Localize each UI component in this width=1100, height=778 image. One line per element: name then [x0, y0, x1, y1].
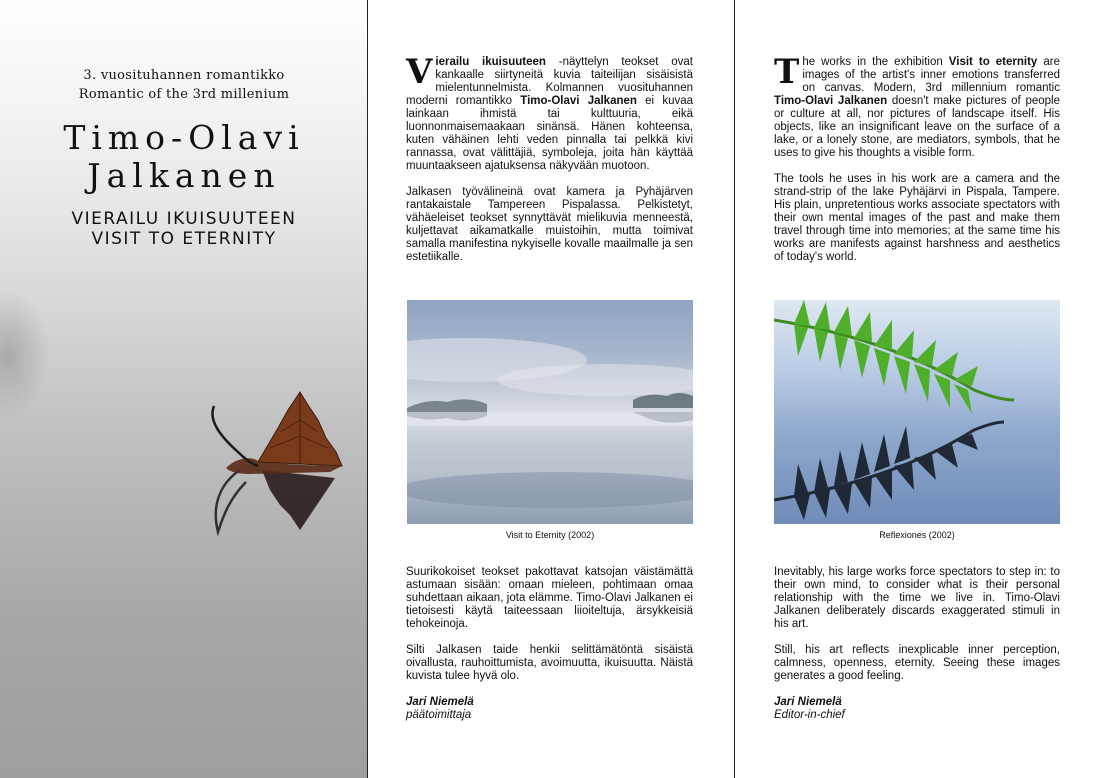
misty-lake-scene: [407, 300, 693, 524]
intro-text-fi-1: -näyttelyn teokset ovat kankaalle siirtyneitä kuvia taiteilijan sisäisistä mielentunnelmista. Kolmannen vuosituhannen moderni romantikko: [406, 56, 693, 107]
signature-name-fi: Jari Niemelä: [406, 696, 474, 708]
photo-reflexiones: [774, 300, 1060, 524]
exhibition-name-en: Visit to eternity: [948, 56, 1038, 68]
intro-text-en-1: he works in the exhibition: [802, 56, 949, 68]
signature-role-en: Editor-in-chief: [774, 709, 845, 721]
paragraph-en-4: Still, his art reflects inexplicable inner perception, calmness, openness, eternity. Seeing these images generates a good feeling.: [774, 644, 1060, 682]
signature-role-fi: päätoimittaja: [406, 709, 472, 721]
exhibition-name-fi: ierailu ikuisuuteen: [435, 56, 546, 68]
exhibition-title-en: VISIT TO ETERNITY: [91, 229, 277, 249]
paragraph-fi-4: Silti Jalkasen taide henkii selittämätöntä sisäistä oivallusta, rauhoittumista, avoimuutta, ikuisuutta. Näistä kuvista tulee hyvä olo.: [406, 644, 693, 682]
artist-name-en: Timo-Olavi Jalkanen: [774, 95, 888, 107]
english-outro-text: [774, 566, 1060, 722]
cover-subtitle-fi: 3. vuosituhannen romantikko: [83, 68, 285, 83]
english-panel: [735, 0, 1100, 778]
leaf-reflection: [216, 470, 335, 532]
finnish-outro-text: [406, 566, 693, 722]
drop-cap-v: V: [406, 52, 433, 92]
caption-visit-to-eternity: Visit to Eternity (2002): [505, 530, 595, 540]
exhibition-title-fi: VIERAILU IKUISUUTEEN: [71, 209, 297, 229]
intro-text-en-2: are images of the artist's inner emotions transferred on canvas. Modern, 3rd millennium romantic: [802, 56, 1060, 94]
fern-shadow-reflection: [774, 422, 1004, 520]
cover-panel: [0, 0, 368, 778]
caption-reflexiones: Reflexiones (2002): [879, 530, 955, 540]
floating-leaf-illustration: [0, 0, 368, 778]
signature-name-en: Jari Niemelä: [774, 696, 842, 708]
photo-visit-to-eternity: [407, 300, 693, 524]
artist-last-name: Jalkanen: [87, 156, 281, 195]
drop-cap-t: T: [774, 52, 800, 92]
english-intro-text: [774, 52, 1061, 277]
intro-text-en-3: doesn't make pictures of people or culture at all, nor pictures of landscape itself. His objects, like an insignificant leave on the surface of a lake, or a lonely stone, are mediators, symbols, that he uses to give his thoughts a visible form.: [774, 95, 1061, 159]
cover-subtitle-en: Romantic of the 3rd millenium: [78, 87, 290, 102]
paragraph-en-2: The tools he uses in his work are a camera and the strand-strip of the lake Pyhäjärvi in Pispala, Tampere. His plain, unpretentious works associate spectators with their own mental images of the past and make them travel through time into memories; at the same time his works are manifests against harshness and aesthetics of today's world.: [774, 173, 1060, 263]
finnish-intro-text: [406, 52, 694, 277]
paragraph-fi-2: Jalkasen työvälineinä ovat kamera ja Pyhäjärven rantakaistale Tampereen Pispalassa. Pelkistetyt, vähäeleiset teokset synnyttävät mielikuvia menneestä, kuljettavat aikamatkalle muistoihin, mutta toimivat samalla manifestina nykyiselle kovalle maailmalle ja sen estetiikalle.: [406, 186, 693, 263]
paragraph-en-3: Inevitably, his large works force spectators to step in: to their own mind, to consider what is their personal relationship with the time we live in. Timo-Olavi Jalkanen deliberately discards exaggerated stimuli in his art.: [774, 566, 1060, 630]
fern-reflection-scene: [774, 300, 1060, 524]
intro-text-fi-2: ei kuvaa lainkaan ihmistä tai kulttuuria, eikä luonnonmaisemaakaan sinänsä. Hänen kohteensa, kuten vähäinen lehti veden pinnalla tai pelkkä kivi rannassa, ovat välittäjiä, symboleja, joita hän käyttää muuntaakseen ajatuksensa näkyvään muotoon.: [406, 95, 694, 172]
artist-name-fi: Timo-Olavi Jalkanen: [520, 95, 637, 107]
leaf-shape: [212, 392, 342, 474]
fern-frond: [774, 300, 1014, 414]
artist-first-name: Timo-Olavi: [63, 118, 305, 157]
paragraph-fi-3: Suurikokoiset teokset pakottavat katsojan väistämättä astumaan sisään: omaan mieleen, pohtimaan omaa suhdettaan aikaan, jota elämme. Timo-Olavi Jalkanen ei tietoisesti käytä taiteessaan liioiteltuja, ärsykkeisiä tehokeinoja.: [406, 566, 693, 630]
finnish-panel: [368, 0, 735, 778]
